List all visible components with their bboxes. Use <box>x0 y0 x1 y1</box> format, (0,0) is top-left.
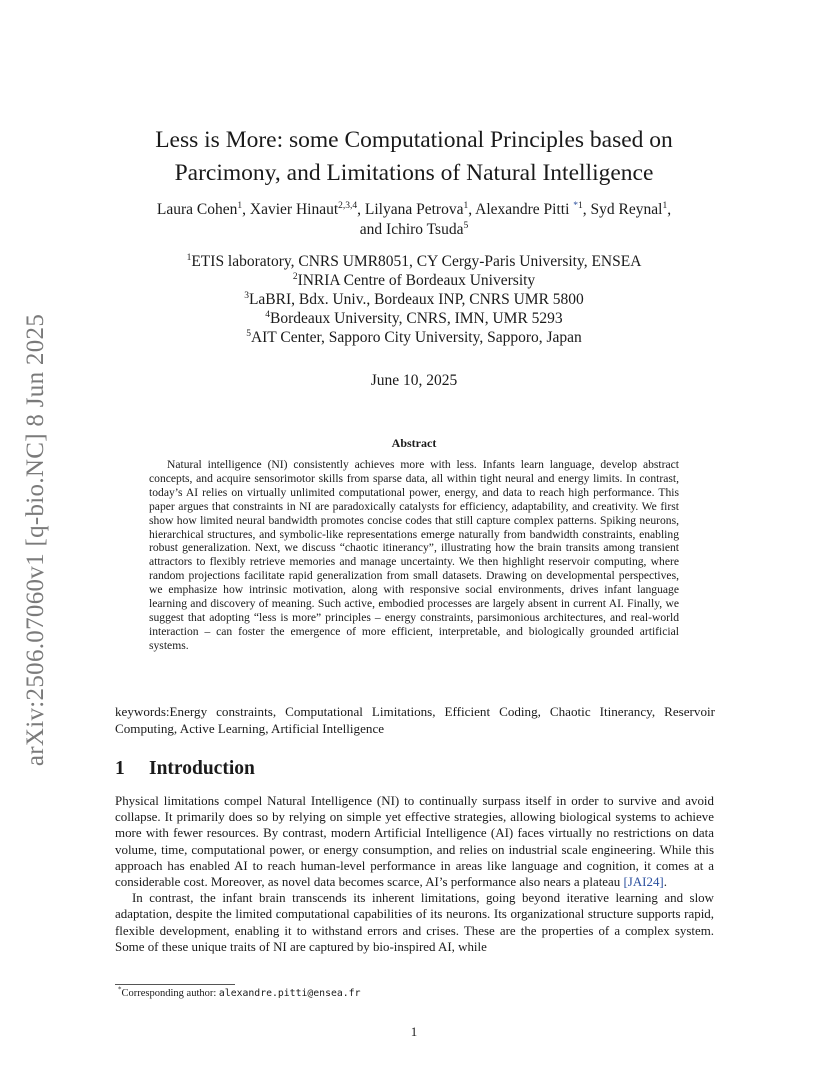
author-name: Xavier Hinaut <box>249 201 339 218</box>
footnote <box>118 985 361 999</box>
affiliation-number: 1 <box>186 252 192 263</box>
affiliation-text: ETIS laboratory, CNRS UMR8051, CY Cergy-Paris University, ENSEA <box>191 253 642 270</box>
abstract-body: Natural intelligence (NI) consistently achieves more with less. Infants learn language, develop abstract concepts, and acquire sensorimotor skills from sparse data, all within tight neural and energy limits. In contrast, today’s AI relies on virtually unlimited computational power, energy, and data to reach high performance. This paper argues that constraints in NI are paradoxically catalysts for efficiency, adaptability, and creativity. We first show how limited neural bandwidth promotes concise codes that still capture complex patterns. Spiking neurons, hierarchical structures, and symbolic-like representations emerge naturally from bandwidth constraints, enabling robust generalization. Next, we discuss “chaotic itinerancy”, illustrating how the brain transits among transient attractors to flexibly retrieve memories and manage uncertainty. We then highlight reservoir computing, where random projections facilitate rapid generalization from small datasets. Drawing on developmental perspectives, we emphasize how intrinsic motivation, along with responsive social environments, drives infant language learning and discovery of meaning. Such active, embodied processes are largely absent in current AI. Finally, we suggest that adopting “less is more” principles – energy constraints, parsimonious architectures, and real-world interaction – can foster the emergence of more efficient, interpretable, and biologically grounded artificial systems. <box>149 458 679 652</box>
affiliation-text: LaBRI, Bdx. Univ., Bordeaux INP, CNRS UMR 5800 <box>248 291 584 308</box>
paragraph <box>115 793 714 890</box>
author-name: Laura Cohen <box>156 201 238 218</box>
author-affiliation-mark: 1 <box>662 200 668 211</box>
section-number: 1 <box>115 758 125 779</box>
paragraph-text: Physical limitations compel Natural Intelligence (NI) to continually surpass itself in order to survive and avoid collapse. It primarily does so by relying on simple yet effective strategies, allowing biological systems to achieve more with fewer resources. By contrast, modern Artificial Intelligence (AI) faces virtually no restrictions on data volume, time, computational power, or energy consumption, and relies on industrial scale engineering. While this approach has enabled AI to reach human-level performance in areas like language and cognition, it comes at a considerable cost. Moreover, as novel data becomes scarce, AI’s performance also nears a plateau <box>115 793 714 890</box>
author-list: Laura Cohen$^1$, Xavier Hinaut$^{2,3,4}$, Lilyana Petrova$^1$, Alexandre Pitti $^{*1}$, Syd Reynal$^1$, and Ichiro Tsuda$^5$ <box>156 200 672 238</box>
author-affiliation-mark: 1 <box>578 200 583 211</box>
author-name: Alexandre Pitti <box>475 201 570 218</box>
abstract-heading: Abstract <box>391 436 437 450</box>
affiliation-line <box>100 328 728 347</box>
affiliation-text: Bordeaux University, CNRS, IMN, UMR 5293 <box>270 310 563 327</box>
keywords: keywords:Energy constraints, Computational Limitations, Efficient Coding, Chaotic Itinerancy, Reservoir Computing, Active Learning, Artificial Intelligence <box>115 704 715 736</box>
author-affiliation-mark: 5 <box>463 220 469 231</box>
publication-date: June 10, 2025 <box>370 372 458 389</box>
author-name: Lilyana Petrova <box>364 201 464 218</box>
affiliation-number: 2 <box>292 271 298 282</box>
author-name: Ichiro Tsuda <box>386 221 464 238</box>
affiliation-text: AIT Center, Sapporo City University, Sapporo, Japan <box>250 329 582 346</box>
section-title: Introduction <box>149 758 255 779</box>
author-email[interactable]: alexandre.pitti@ensea.fr <box>218 988 361 999</box>
conjunction: and <box>359 221 383 238</box>
corresponding-author-link[interactable]: * <box>573 200 579 211</box>
author-affiliation-mark: 2,3,4 <box>338 200 358 211</box>
footnote-label: Corresponding author: <box>121 988 217 999</box>
affiliation-line <box>100 271 728 290</box>
affiliation-line <box>100 309 728 328</box>
affiliation-number: 3 <box>244 290 249 301</box>
affiliation-list <box>100 252 728 347</box>
affiliation-line <box>100 252 728 271</box>
author-name: Syd Reynal <box>590 201 663 218</box>
citation-link[interactable]: [JAI24] <box>623 874 664 890</box>
title-line-2: Parcimony, and Limitations of Natural Intelligence <box>174 160 654 186</box>
paragraph-text: . <box>663 874 667 890</box>
author-affiliation-mark: 1 <box>237 200 243 211</box>
footnote-rule <box>115 984 235 985</box>
affiliation-text: INRIA Centre of Bordeaux University <box>297 272 536 289</box>
section-heading <box>115 758 255 780</box>
affiliation-number: 5 <box>246 328 251 339</box>
affiliation-line <box>100 290 728 309</box>
paragraph: In contrast, the infant brain transcends its inherent limitations, going beyond iterative learning and slow adaptation, despite the limited computational capabilities of its neurons. Its organizational structure supports rapid, flexible development, enabling it to withstand errors and crises. These are the properties of a complex system. Some of these unique traits of NI are captured by bio-inspired AI, while <box>115 890 714 954</box>
page-number: 1 <box>410 1024 418 1039</box>
title-line-1: Less is More: some Computational Principles based on <box>155 127 673 153</box>
footnote-mark: * <box>118 985 122 994</box>
introduction-body <box>115 793 714 955</box>
arxiv-identifier: arXiv:2506.07060v1 [q-bio.NC] 8 Jun 2025 <box>22 313 49 767</box>
affiliation-number: 4 <box>265 309 271 320</box>
paper-title <box>100 124 728 190</box>
author-affiliation-mark: 1 <box>463 200 469 211</box>
arxiv-sidebar-stamp <box>18 290 54 790</box>
